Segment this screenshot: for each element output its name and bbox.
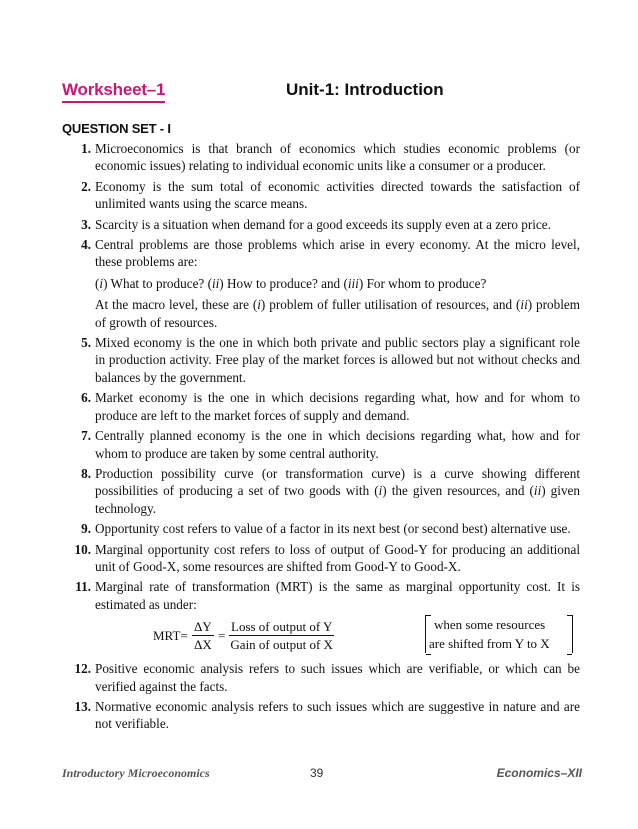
question-number: 11. bbox=[75, 579, 91, 595]
roman-numeral: ii bbox=[520, 297, 528, 313]
delta-fraction bbox=[192, 618, 214, 653]
question-number: 6. bbox=[81, 390, 91, 406]
question-text: Mixed economy is the one in which both private and public sectors play a significant role in production activity. Free play of the market forces is allowed but not without checks and balances by the government. bbox=[95, 335, 580, 385]
question-number: 2. bbox=[81, 178, 91, 194]
question-number: 4. bbox=[81, 237, 91, 253]
question-text: Production possibility curve (or transformation curve) is a curve showing different possibilities of producing a set of two goods with ( bbox=[95, 465, 580, 499]
question-text: Marginal opportunity cost refers to loss of output of Good-Y for producing an additional unit of Good-X, some resources are shifted from Good-Y to Good-X. bbox=[95, 541, 580, 574]
sub-text: How to produce? and ( bbox=[223, 275, 348, 291]
sub-text: What to produce? ( bbox=[107, 275, 212, 291]
question-sublist: (i) What to produce? (ii) How to produce? and (iii) For whom to produce? bbox=[95, 275, 487, 291]
question-text: Market economy is the one in which decisions regarding what, how and for whom to produce are left to the market forces of supply and demand. bbox=[95, 390, 580, 423]
page-number: 39 bbox=[310, 766, 324, 780]
question-item bbox=[62, 178, 580, 213]
formula-label: MRT= bbox=[153, 628, 188, 644]
book-title: Introductory Microeconomics bbox=[62, 766, 210, 780]
question-text: Marginal rate of transformation (MRT) is the same as marginal opportunity cost. It is estimated as under: bbox=[95, 579, 580, 612]
roman-numeral: iii bbox=[347, 275, 359, 291]
equals-sign: = bbox=[218, 628, 226, 644]
question-text: Microeconomics is that branch of economics which studies economic problems (or economic issues) relating to individual economic units like a consumer or a producer. bbox=[95, 141, 580, 174]
question-item bbox=[62, 698, 580, 733]
question-item bbox=[62, 541, 580, 576]
question-text: ) given technology. bbox=[95, 483, 580, 516]
roman-numeral: i bbox=[99, 275, 104, 291]
question-item bbox=[62, 216, 580, 233]
question-text: Scarcity is a situation when demand for a good exceeds its supply even at a zero price. bbox=[95, 216, 551, 232]
fraction-numerator: Loss of output of Y bbox=[231, 619, 333, 635]
subject-class: Economics–XII bbox=[496, 766, 582, 780]
question-list bbox=[62, 140, 580, 736]
question-item bbox=[62, 520, 580, 537]
sub-text: problem of fuller utilisation of resources, and ( bbox=[265, 297, 521, 313]
question-set-title: QUESTION SET - I bbox=[62, 121, 171, 136]
roman-numeral: i bbox=[257, 297, 261, 313]
condition-line: when some resources bbox=[434, 617, 546, 633]
question-item bbox=[62, 236, 580, 331]
fraction-denominator: Gain of output of X bbox=[230, 637, 333, 653]
question-item bbox=[62, 465, 580, 517]
question-text: Positive economic analysis refers to such issues which are verifiable, or which can be verified against the facts. bbox=[95, 661, 580, 694]
sub-text: At the macro level, these are ( bbox=[95, 297, 258, 313]
question-number: 9. bbox=[81, 521, 91, 537]
question-number: 7. bbox=[81, 428, 91, 444]
question-item bbox=[62, 334, 580, 386]
question-number: 10. bbox=[74, 541, 91, 557]
sub-text: problem of growth of resources. bbox=[95, 297, 581, 330]
roman-numeral: ii bbox=[533, 483, 542, 499]
question-item bbox=[62, 140, 580, 175]
question-item bbox=[62, 578, 580, 657]
question-number: 5. bbox=[81, 335, 91, 351]
question-text: Central problems are those problems which arise in every economy. At the micro level, these problems are: bbox=[95, 237, 580, 270]
sub-text: For whom to produce? bbox=[363, 275, 487, 291]
condition-line: are shifted from Y to X bbox=[429, 636, 550, 652]
question-number: 1. bbox=[81, 141, 91, 156]
page-header bbox=[62, 80, 582, 106]
question-text: ) the given resources, and ( bbox=[382, 483, 534, 499]
question-text: Normative economic analysis refers to such issues which are suggestive in nature and are not verifiable. bbox=[95, 698, 580, 732]
question-item bbox=[62, 427, 580, 462]
question-number: 12. bbox=[74, 661, 91, 677]
question-text: Opportunity cost refers to value of a factor in its next best (or second best) alternative use. bbox=[95, 521, 571, 537]
page-footer bbox=[62, 766, 582, 784]
question-macro-note: At the macro level, these are (i) problem of fuller utilisation of resources, and (ii) problem of growth of resources. bbox=[95, 297, 581, 330]
question-number: 3. bbox=[81, 216, 91, 232]
question-item bbox=[62, 389, 580, 424]
question-text: Economy is the sum total of economic activities directed towards the satisfaction of unlimited wants using the scarce means. bbox=[95, 178, 580, 212]
roman-numeral: ii bbox=[211, 275, 220, 291]
worksheet-title: Worksheet–1 bbox=[62, 80, 165, 103]
unit-title: Unit-1: Introduction bbox=[286, 80, 444, 99]
question-number: 13. bbox=[74, 698, 91, 714]
question-item bbox=[62, 660, 580, 695]
fraction-denominator: ΔX bbox=[194, 637, 212, 653]
formula-condition-bracket bbox=[425, 615, 573, 653]
mrt-formula bbox=[95, 615, 580, 657]
output-fraction bbox=[229, 618, 334, 653]
question-text: Centrally planned economy is the one in which decisions regarding what, how and for whom to produce are taken by some central authority. bbox=[95, 428, 580, 461]
question-number: 8. bbox=[81, 465, 91, 481]
fraction-numerator: ΔY bbox=[194, 619, 212, 635]
roman-numeral: i bbox=[378, 483, 383, 499]
